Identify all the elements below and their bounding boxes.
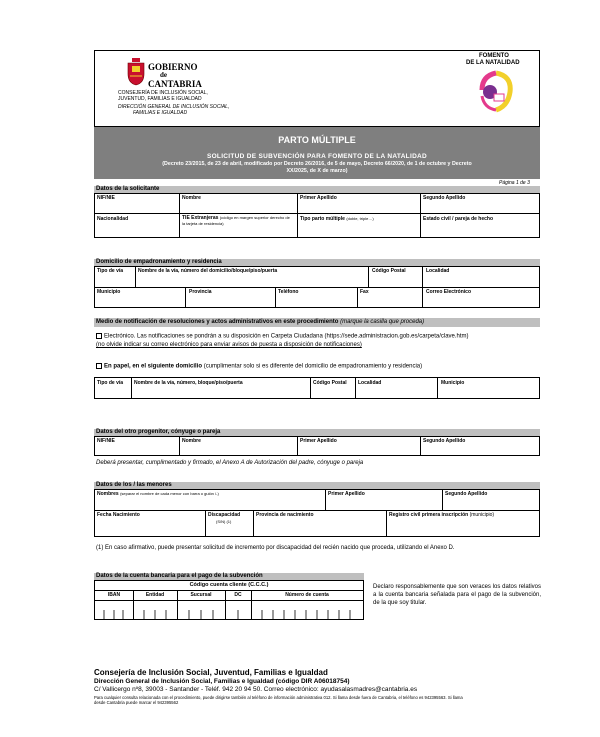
address-provincia-field[interactable]: Provincia [189, 289, 212, 295]
electronic-checkbox[interactable] [96, 333, 102, 339]
footer-small-line1: Para cualquier consulta relacionada con el procedimiento, puede dirigirse también al teléfono de información administrativa 012. Si llama desde fuera de Cantabria, el teléfono es 942395563. Si llama [94, 695, 463, 700]
minors-table [94, 489, 540, 537]
account-digit-boxes[interactable] [95, 610, 363, 620]
form-title: PARTO MÚLTIPLE [278, 135, 356, 145]
other-parent-table [94, 436, 540, 456]
iban-label: IBAN [107, 592, 121, 598]
estado-civil-field[interactable]: Estado civil / pareja de hecho [423, 216, 494, 222]
segundo-apellido-field[interactable]: Segundo Apellido [423, 195, 466, 201]
decree-line2: XX/2025, de X de marzo) [286, 168, 348, 174]
other-primer-apellido-field[interactable]: Primer Apellido [300, 438, 337, 444]
tie-label: TIE Extranjeras [182, 215, 219, 221]
tipo-parto-note: (doble, triple…) [346, 216, 374, 221]
minors-nombres-label: Nombres [97, 491, 119, 497]
address-nombre-via-field[interactable]: Nombre de la vía, número del domicilio/bloque/piso/puerta [138, 268, 278, 274]
minors-discapacidad-field[interactable] [208, 512, 240, 524]
minors-nombres-field[interactable] [97, 491, 219, 497]
notification-section-title [94, 318, 540, 327]
minors-fecha-nacimiento-field[interactable]: Fecha Nacimiento [97, 512, 140, 518]
footer-direccion: Dirección General de Inclusión Social, Familias e Igualdad (código DIR A06018754) [94, 678, 350, 685]
form-subtitle: SOLICITUD DE SUBVENCIÓN PARA FOMENTO DE LA NATALIDAD [206, 153, 428, 160]
address-tipo-via-field[interactable]: Tipo de vía [97, 268, 124, 274]
electronic-option[interactable] [96, 333, 469, 340]
minors-footnote: (1) En caso afirmativo, puede presentar solicitud de incremento por discapacidad del recién nacido que proceda, utilizando el Anexo D. [96, 545, 455, 551]
nacionalidad-field[interactable]: Nacionalidad [97, 216, 129, 222]
address-telefono-field[interactable]: Teléfono [278, 289, 299, 295]
nombre-field[interactable]: Nombre [182, 195, 201, 201]
sucursal-label: Sucursal [190, 592, 212, 598]
notif-tipo-via-field[interactable]: Tipo de vía [97, 380, 124, 386]
natalidad-logo-icon [476, 70, 516, 114]
tie-note: (código en margen superior derecho de la tarjeta de residencia) [182, 215, 290, 226]
page-number: Página 1 de 3 [499, 180, 530, 186]
paper-text: En papel, en el siguiente domicilio [104, 363, 203, 370]
entidad-label: Entidad [145, 592, 165, 598]
gov-name-line1: GOBIERNO [148, 62, 198, 72]
tie-field[interactable] [182, 215, 294, 227]
electronic-text: Electrónico. Las notificaciones se pondrán a su disposición en Carpeta Ciudadana (https://sede.administracion.gob.es/carpeta/clave.htm) [104, 333, 469, 340]
other-parent-note: Deberá presentar, cumplimentado y firmado, el Anexo A de Autorización del padre, cónyuge o pareja [96, 460, 364, 466]
minors-segundo-apellido-field[interactable]: Segundo Apellido [445, 491, 488, 497]
department-line1: CONSEJERÍA DE INCLUSIÓN SOCIAL, [118, 90, 208, 96]
address-codigo-postal-field[interactable]: Código Postal [372, 268, 406, 274]
other-nif-field[interactable]: NIF/NIE [97, 438, 115, 444]
address-localidad-field[interactable]: Localidad [426, 268, 450, 274]
dc-label: DC [234, 592, 242, 598]
tipo-parto-label: Tipo parto múltiple [300, 216, 345, 222]
coat-of-arms-icon [126, 58, 146, 86]
bank-declaration: Declaro responsablemente que son veraces los datos relativos a la cuenta bancaria señalada para el pago de la subvención, de la que soy titular. [373, 584, 541, 607]
department-line2: JUVENTUD, FAMILIAS E IGUALDAD [118, 96, 202, 102]
numero-cuenta-label: Número de cuenta [285, 592, 329, 598]
address-section-title: Domicilio de empadronamiento y residencia [94, 259, 540, 266]
other-nombre-field[interactable]: Nombre [182, 438, 201, 444]
minors-discapacidad-label: Discapacidad [208, 512, 241, 518]
address-municipio-field[interactable]: Municipio [97, 289, 121, 295]
minors-registro-label: Registro civil primera inscripción [389, 512, 469, 518]
directorate-line1: DIRECCIÓN GENERAL DE INCLUSIÓN SOCIAL, [118, 104, 230, 110]
gov-name-line2: de [160, 71, 167, 79]
address-table [94, 266, 540, 308]
fomento-title-line2: DE LA NATALIDAD [466, 60, 520, 66]
minors-nombres-note: (separar el nombre de cada menor con barra o guión /-) [120, 491, 219, 496]
bank-table [94, 580, 364, 620]
minors-section-title: Datos de los / las menores [94, 482, 540, 489]
paper-note: (cumplimentar solo si es diferente del domicilio de empadronamiento y residencia) [203, 363, 423, 370]
minors-discapacidad-note: (S/N) (1) [216, 518, 232, 524]
minors-registro-note: (municipio) [469, 512, 495, 518]
minors-primer-apellido-field[interactable]: Primer Apellido [328, 491, 365, 497]
bank-section-title: Datos de la cuenta bancaria para el pago de la subvención [94, 573, 364, 580]
notification-title: Medio de notificación de resoluciones y actos administrativos en este procedimiento [96, 319, 339, 325]
footer-address: C/ Vallicergo nº8, 39003 - Santander - Teléf. 942 20 94 50. Correo electrónico: ayudasalasmadres@cantabria.es [94, 686, 418, 693]
decree-line1: (Decreto 23/2015, de 23 de abril, modificado por Decreto 26/2016, de 5 de mayo, Decreto 66/2020, de 1 de octubre y Decreto [162, 161, 472, 167]
applicant-table [94, 193, 540, 238]
tipo-parto-field[interactable] [300, 216, 374, 222]
other-parent-section-title: Datos del otro progenitor, cónyuge o pareja [94, 429, 540, 436]
primer-apellido-field[interactable]: Primer Apellido [300, 195, 337, 201]
gov-name-line3: CANTABRIA [148, 79, 202, 89]
other-segundo-apellido-field[interactable]: Segundo Apellido [423, 438, 466, 444]
nif-field[interactable]: NIF/NIE [97, 195, 115, 201]
notif-nombre-via-field[interactable]: Nombre de la vía, número, bloque/piso/puerta [134, 380, 243, 386]
notif-codigo-postal-field[interactable]: Código Postal [313, 380, 347, 386]
minors-provincia-field[interactable]: Provincia de nacimiento [256, 512, 314, 518]
electronic-note: (no olvide indicar su correo electrónico para enviar avisos de puesta a disposición de notificaciones) [96, 342, 362, 348]
applicant-section-title: Datos de la solicitante [94, 186, 540, 193]
address-fax-field[interactable]: Fax [360, 289, 369, 295]
footer-small-line2: desde Cantabria puede marcar el 942395562 [94, 700, 179, 705]
notif-localidad-field[interactable]: Localidad [358, 380, 382, 386]
paper-checkbox[interactable] [96, 363, 102, 369]
address-correo-field[interactable]: Correo Electrónico [426, 289, 472, 295]
fomento-title-line1: FOMENTO [479, 53, 509, 59]
directorate-line2: FAMILIAS E IGUALDAD [133, 110, 188, 116]
paper-option[interactable] [96, 363, 422, 370]
minors-registro-field[interactable] [389, 512, 494, 518]
notif-municipio-field[interactable]: Municipio [441, 380, 465, 386]
ccc-label: Código cuenta cliente (C.C.C.) [189, 582, 269, 588]
footer-consejeria: Consejería de Inclusión Social, Juventud, Familias e Igualdad [94, 668, 328, 677]
notification-address-table [94, 377, 540, 399]
notification-note: (marque la casilla que proceda) [340, 319, 425, 325]
